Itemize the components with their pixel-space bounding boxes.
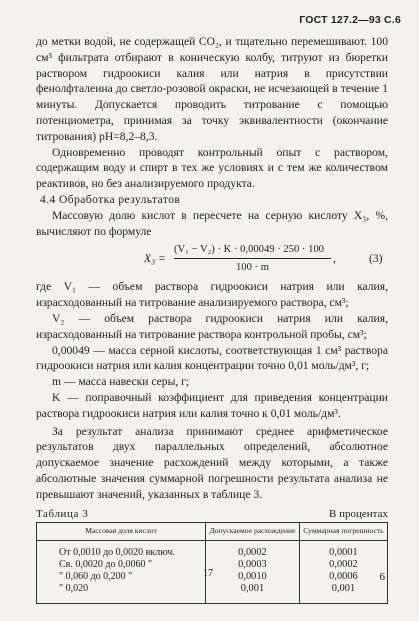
range-2: Св. 0,0020 до 0,0060 " xyxy=(59,558,153,570)
error-3: 0,0006 xyxy=(329,570,358,582)
header-total-error: Суммарная погрешность xyxy=(299,522,387,540)
difference-2: 0,0003 xyxy=(238,558,267,570)
definition-m: m — масса навески серы, г; xyxy=(52,375,190,389)
table-3 xyxy=(36,522,388,604)
range-1: От 0,0010 до 0,0020 включ. xyxy=(59,546,175,558)
formula-denominator: 100 · m xyxy=(236,262,269,274)
paragraph-titration: до метки водой, не содержащей CO₂, и тщательно перемешивают. 100 см³ фильтрата отбирают в коническую колбу, титруют из бюретки раствором гидроокиси калия или натрия в присутствии фенолфталеина до светло-розовой окраски, не исчезающей в течение 1 минуты. Допускается проводить титрование с помощью потенциометра, принимая за точку эквивалентности (окончание титрования) pH=8,2–8,3. xyxy=(36,35,388,143)
page-number: 6 xyxy=(379,571,385,583)
definition-constant: 0,00049 — масса серной кислоты, соответствующая 1 см³ раствора гидроокиси натрия или калия концентрации точно 0,01 моль/дм³, г; xyxy=(36,343,388,373)
paragraph-control-test: Одновременно проводят контрольный опыт с раствором, содержащим воду и спирт в тех же условиях и с тем же количеством реактивов, но без анализируемого продукта. xyxy=(36,145,388,191)
paragraph-result: За результат анализа принимают среднее арифметическое результатов двух параллельных определений, абсолютное допускаемое значение расхождений между которыми, а также абсолютные значения суммарной погрешности результата анализа не превышают значений, указанных в таблице 3. xyxy=(36,424,388,501)
fraction-bar xyxy=(174,258,331,259)
definition-v1: где V₁ — объем раствора гидроокиси натрия или калия, израсходованный на титрование анализируемого раствора, см³; xyxy=(36,280,388,310)
formula-3 xyxy=(36,241,388,279)
standard-header: ГОСТ 127.2—93 С.6 xyxy=(299,14,401,26)
difference-3: 0,0010 xyxy=(238,570,267,582)
error-1: 0,0001 xyxy=(329,546,358,558)
definition-v2: V₂ — объем раствора гидроокиси натрия или калия, израсходованный на титрование раствора контрольной пробы, см³; xyxy=(36,311,388,341)
cell-allowed-difference xyxy=(206,540,300,603)
range-3: " 0,060 до 0,200 " xyxy=(59,570,133,582)
table-title: Таблица 3 xyxy=(36,507,89,520)
table-header-row xyxy=(37,522,388,540)
table-caption-row xyxy=(36,505,388,521)
formula-comma: , xyxy=(333,252,336,266)
formula-numerator: (V₁ − V₂) · K · 0,00049 · 250 · 100 xyxy=(174,244,324,256)
cell-total-error xyxy=(299,540,387,603)
document-body xyxy=(36,34,388,604)
range-4: " 0,020 xyxy=(59,582,89,594)
cell-acid-fraction xyxy=(37,540,206,603)
difference-4: 0,001 xyxy=(240,582,265,594)
header-acid-fraction: Массовая доля кислот xyxy=(37,522,206,540)
difference-1: 0,0002 xyxy=(238,546,267,558)
definition-k: K — поправочный коэффициент для приведения концентрации раствора гидроокиси натрия или калия точно к 0,01 моль/дм³. xyxy=(36,390,388,420)
error-4: 0,001 xyxy=(331,582,356,594)
formula-lhs: X₃ = xyxy=(144,252,166,266)
footer-center-number: 17 xyxy=(203,568,213,579)
header-allowed-difference: Допускаемое расхождение xyxy=(206,522,300,540)
section-heading: 4.4 Обработка результатов xyxy=(40,192,181,206)
formula-number: (3) xyxy=(369,252,383,266)
paragraph-formula-intro: Массовую долю кислот в пересчете на серную кислоту X₃, %, вычисляют по формуле xyxy=(36,208,388,238)
table-units: В процентах xyxy=(329,507,388,520)
error-2: 0,0002 xyxy=(329,558,358,570)
